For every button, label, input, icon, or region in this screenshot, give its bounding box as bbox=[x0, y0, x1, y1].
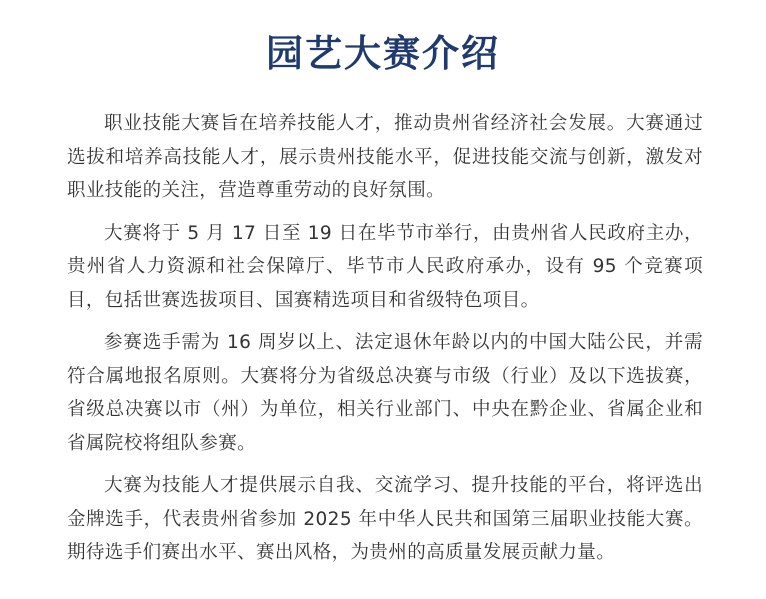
paragraph-2: 大赛将于 5 月 17 日至 19 日在毕节市举行，由贵州省人民政府主办，贵州省人力资源和社会保障厅、毕节市人民政府承办，设有 95 个竞赛项目，包括世赛选拔项目、国赛精选项目和省级特色项目。 bbox=[67, 222, 703, 311]
paragraph-1: 职业技能大赛旨在培养技能人才，推动贵州省经济社会发展。大赛通过选拔和培养高技能人才，展示贵州技能水平，促进技能交流与创新，激发对职业技能的关注，营造尊重劳动的良好氛围。 bbox=[67, 113, 703, 201]
paragraph-3: 参赛选手需为 16 周岁以上、法定退休年龄以内的中国大陆公民，并需符合属地报名原则。大赛将分为省级总决赛与市级（行业）及以下选拔赛，省级总决赛以市（州）为单位，相关行业部门、中央在黔企业、省属企业和省属院校将组队参赛。 bbox=[67, 332, 703, 454]
article-body bbox=[67, 107, 703, 579]
page-title: 园艺大赛介绍 bbox=[266, 31, 500, 75]
paragraph-4: 大赛为技能人才提供展示自我、交流学习、提升技能的平台，将评选出金牌选手，代表贵州省参加 2025 年中华人民共和国第三届职业技能大赛。期待选手们赛出水平、赛出风格，为贵州的高质量发展贡献力量。 bbox=[67, 475, 703, 563]
